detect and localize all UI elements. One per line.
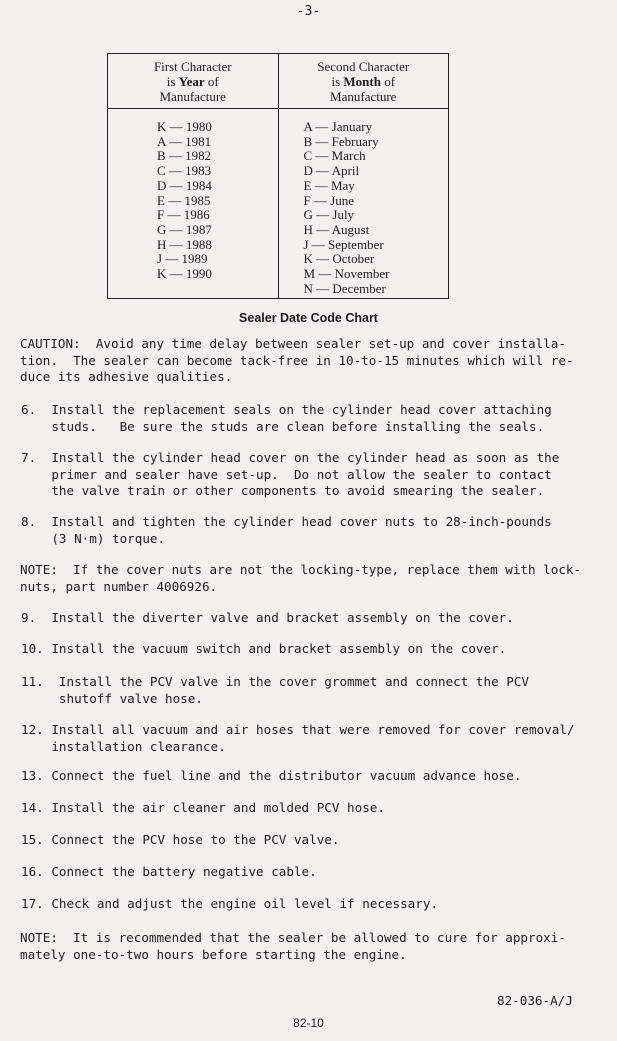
document-code: 82-036-A/J [497,993,573,1008]
note-locknuts: NOTE: If the cover nuts are not the locking-type, replace them with lock- nuts, part number 4006926. [20,562,582,594]
year-code-row: E — 1985 [157,192,211,208]
year-code-row: H — 1988 [157,236,212,252]
month-code-row: G — July [303,207,355,223]
month-code-row: D — April [303,163,360,179]
step-17: 17. Check and adjust the engine oil level if necessary. [21,896,439,911]
step-7: 7. Install the cylinder head cover on the cylinder head as soon as the primer and sealer have set-up. Do not allow the sealer to contact the valve train or other components to avoid smearing the sealer. [21,450,560,498]
step-11: 11. Install the PCV valve in the cover grommet and connect the PCV shutoff valve hose. [21,674,529,706]
step-15: 15. Connect the PCV hose to the PCV valve. [21,832,340,847]
year-code-row: K — 1990 [157,266,212,282]
year-code-row: C — 1983 [157,163,212,179]
month-code-row: H — August [303,221,370,237]
year-code-row: D — 1984 [157,177,212,193]
year-list [108,109,278,282]
step-13: 13. Connect the fuel line and the distributor vacuum advance hose. [21,768,522,783]
month-code-row: M — November [303,266,390,282]
month-header-line: Second Character [317,58,410,74]
note-cure-time: NOTE: It is recommended that the sealer be allowed to cure for approxi- mately one-to-two hours before starting the engine. [20,930,566,962]
step-6: 6. Install the replacement seals on the cylinder head cover attaching studs. Be sure the studs are clean before installing the seals. [21,402,552,434]
year-header-line: First Character [153,58,232,74]
caution-note: CAUTION: Avoid any time delay between sealer set-up and cover installa- tion. The sealer can become tack-free in 10-to-15 minutes which will re- duce its adhesive qualities. [20,336,574,384]
year-header-line: Manufacture [159,88,226,104]
month-code-row: B — February [303,133,379,149]
step-14: 14. Install the air cleaner and molded PCV hose. [21,800,385,815]
month-header-line: Manufacture [330,88,397,104]
month-code-row: J — September [303,236,384,252]
page-number-bottom: 82-10 [293,1016,324,1030]
month-code-row: E — May [303,177,355,193]
month-code-row: N — December [303,280,386,296]
year-column-header [108,54,278,109]
step-8: 8. Install and tighten the cylinder head cover nuts to 28-inch-pounds (3 N·m) torque. [21,514,552,546]
sealer-date-code-table [107,53,449,299]
month-column [278,54,449,298]
year-code-row: G — 1987 [157,221,212,237]
step-9: 9. Install the diverter valve and bracket assembly on the cover. [21,610,514,625]
year-code-row: B — 1982 [157,148,212,164]
month-code-row: A — January [303,119,373,134]
chart-title: Sealer Date Code Chart [239,311,378,325]
month-code-row: C — March [303,148,366,164]
month-code-row: K — October [303,251,375,267]
step-16: 16. Connect the battery negative cable. [21,864,317,879]
month-list [279,109,449,296]
year-code-row: K — 1980 [157,119,212,134]
year-code-row: F — 1986 [157,207,210,223]
year-code-row: J — 1989 [157,251,208,267]
page-number-top: -3- [296,4,321,19]
year-column [108,54,278,298]
year-code-row: A — 1981 [157,133,212,149]
month-header-line: is Month of [331,73,396,89]
step-10: 10. Install the vacuum switch and bracket assembly on the cover. [21,641,507,656]
month-code-row: F — June [303,192,355,208]
year-header-line: is Year of [166,73,219,89]
step-12: 12. Install all vacuum and air hoses that were removed for cover removal/ installation clearance. [21,722,575,754]
month-column-header [279,54,449,109]
